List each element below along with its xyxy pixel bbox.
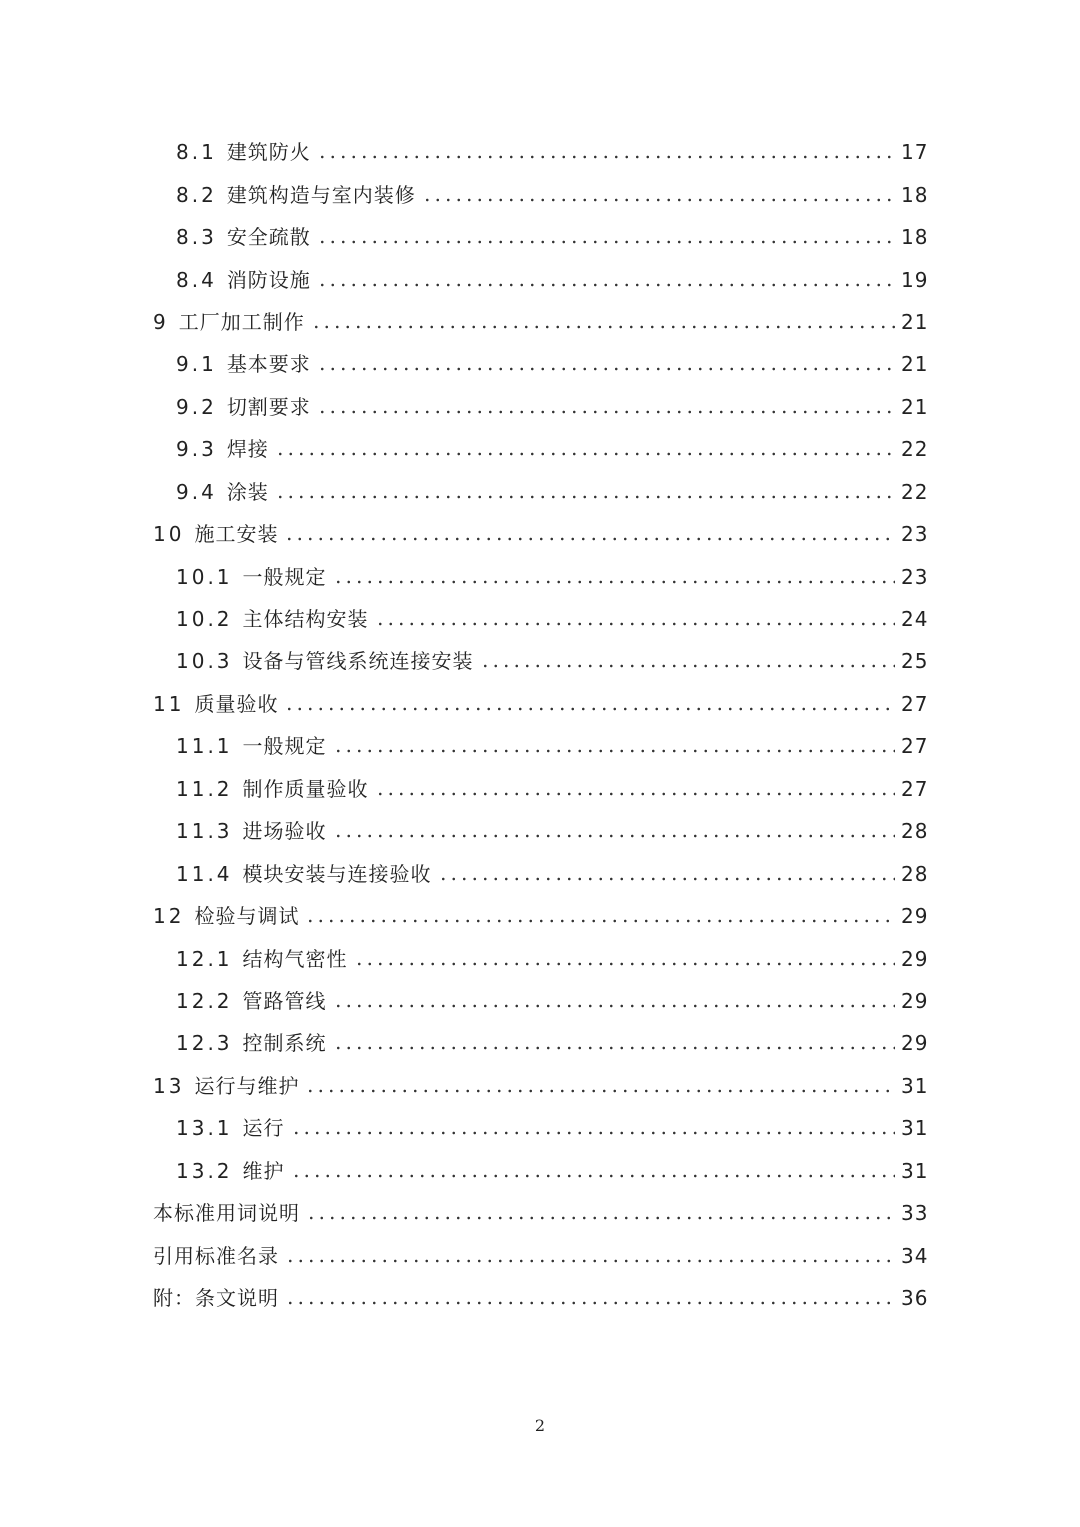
toc-entry-title: 施工安装: [194, 522, 279, 547]
toc-entry[interactable]: [153, 173, 927, 215]
dot-leader: [333, 749, 895, 753]
toc-entry-number: 8.1: [176, 140, 217, 165]
toc-entry-number: 11: [153, 691, 185, 716]
dot-leader: [375, 622, 895, 626]
toc-entry-page: 28: [901, 861, 929, 886]
dot-leader: [317, 410, 895, 414]
dot-leader: [317, 283, 895, 287]
dot-leader: [422, 198, 895, 202]
toc-entry-title: 结构气密性: [242, 946, 348, 971]
toc-entry-title: 切割要求: [226, 394, 311, 419]
toc-entry-number: 9.1: [176, 352, 217, 377]
toc-entry-title: 进场验收: [242, 819, 327, 844]
toc-entry-title: 一般规定: [242, 564, 327, 589]
toc-entry-title: 检验与调试: [194, 904, 300, 929]
dot-leader: [284, 537, 895, 541]
toc-entry-number: 9.4: [176, 479, 217, 504]
dot-leader: [306, 1216, 895, 1220]
toc-entry[interactable]: [153, 301, 927, 343]
toc-entry-page: 31: [901, 1073, 929, 1098]
dot-leader: [333, 1004, 895, 1008]
toc-entry[interactable]: [153, 640, 927, 682]
toc-entry[interactable]: [153, 980, 927, 1022]
toc-entry-number: 12: [153, 904, 185, 929]
toc-entry-page: 27: [901, 734, 929, 759]
toc-entry[interactable]: [153, 1107, 927, 1149]
table-of-contents: [153, 131, 927, 1319]
toc-entry[interactable]: [153, 555, 927, 597]
toc-entry-title: 涂装: [226, 479, 269, 504]
dot-leader: [480, 664, 895, 668]
dot-leader: [333, 834, 895, 838]
toc-entry-number: 9: [153, 309, 169, 334]
toc-entry[interactable]: [153, 428, 927, 470]
toc-entry-number: 13: [153, 1073, 185, 1098]
toc-entry-title: 安全疏散: [226, 225, 311, 250]
toc-entry-page: 23: [901, 522, 929, 547]
toc-entry[interactable]: [153, 1022, 927, 1064]
toc-entry-page: 21: [901, 352, 929, 377]
toc-entry-title: 制作质量验收: [242, 776, 369, 801]
toc-entry-page: 31: [901, 1158, 929, 1183]
toc-entry-page: 25: [901, 649, 929, 674]
dot-leader: [285, 1259, 895, 1263]
toc-entry-page: 17: [901, 140, 929, 165]
toc-entry[interactable]: [153, 1192, 927, 1234]
toc-entry-page: 18: [901, 225, 929, 250]
toc-entry-number: 13.2: [176, 1158, 233, 1183]
dot-leader: [275, 452, 895, 456]
toc-entry-page: 23: [901, 564, 929, 589]
dot-leader: [317, 155, 895, 159]
toc-entry-number: 10: [153, 522, 185, 547]
toc-entry-number: 12.1: [176, 946, 233, 971]
dot-leader: [275, 495, 895, 499]
toc-entry[interactable]: [153, 513, 927, 555]
toc-entry-page: 19: [901, 267, 929, 292]
toc-entry-title: 工厂加工制作: [178, 309, 305, 334]
toc-entry-page: 29: [901, 946, 929, 971]
dot-leader: [305, 919, 895, 923]
toc-entry[interactable]: [153, 1234, 927, 1276]
toc-entry[interactable]: [153, 258, 927, 300]
toc-entry[interactable]: [153, 768, 927, 810]
toc-entry-number: 8.3: [176, 225, 217, 250]
toc-entry[interactable]: [153, 683, 927, 725]
dot-leader: [438, 877, 895, 881]
toc-entry[interactable]: [153, 471, 927, 513]
toc-entry-page: 27: [901, 776, 929, 801]
toc-entry-page: 21: [901, 309, 929, 334]
toc-entry-number: 13.1: [176, 1116, 233, 1141]
dot-leader: [317, 240, 895, 244]
toc-entry-title: 本标准用词说明: [153, 1201, 300, 1226]
dot-leader: [333, 580, 895, 584]
toc-entry-number: 8.2: [176, 182, 217, 207]
toc-entry-title: 质量验收: [194, 691, 279, 716]
toc-entry[interactable]: [153, 598, 927, 640]
toc-entry[interactable]: [153, 1277, 927, 1319]
toc-entry-number: 10.1: [176, 564, 233, 589]
toc-entry[interactable]: [153, 852, 927, 894]
toc-entry-page: 36: [901, 1286, 929, 1311]
toc-entry-title: 消防设施: [226, 267, 311, 292]
toc-entry-page: 29: [901, 904, 929, 929]
toc-entry-page: 34: [901, 1243, 929, 1268]
toc-entry-page: 18: [901, 182, 929, 207]
toc-entry-number: 10.2: [176, 607, 233, 632]
toc-entry-number: 11.2: [176, 776, 233, 801]
dot-leader: [317, 367, 895, 371]
toc-entry-number: 11.4: [176, 861, 233, 886]
toc-entry-page: 28: [901, 819, 929, 844]
toc-entry-page: 22: [901, 479, 929, 504]
toc-entry-page: 22: [901, 437, 929, 462]
toc-entry-number: 9.2: [176, 394, 217, 419]
dot-leader: [354, 962, 895, 966]
toc-entry-title: 运行: [242, 1116, 285, 1141]
toc-entry-number: 12.3: [176, 1031, 233, 1056]
toc-entry-number: 8.4: [176, 267, 217, 292]
dot-leader: [291, 1131, 895, 1135]
dot-leader: [285, 1301, 895, 1305]
toc-entry-number: 11.1: [176, 734, 233, 759]
toc-entry-number: 9.3: [176, 437, 217, 462]
toc-entry-title: 运行与维护: [194, 1073, 300, 1098]
dot-leader: [284, 707, 895, 711]
toc-entry[interactable]: [153, 386, 927, 428]
toc-entry[interactable]: [153, 343, 927, 385]
toc-entry[interactable]: [153, 895, 927, 937]
toc-entry-page: 21: [901, 394, 929, 419]
dot-leader: [333, 1046, 895, 1050]
toc-entry-title: 基本要求: [226, 352, 311, 377]
toc-entry-title: 管路管线: [242, 988, 327, 1013]
toc-entry-title: 一般规定: [242, 734, 327, 759]
toc-entry-page: 27: [901, 691, 929, 716]
toc-entry-title: 建筑防火: [226, 140, 311, 165]
dot-leader: [311, 325, 895, 329]
toc-entry-title: 主体结构安装: [242, 607, 369, 632]
toc-entry[interactable]: [153, 216, 927, 258]
toc-entry-page: 29: [901, 988, 929, 1013]
toc-entry-title: 维护: [242, 1158, 285, 1183]
toc-entry[interactable]: [153, 131, 927, 173]
toc-entry-page: 24: [901, 607, 929, 632]
toc-entry[interactable]: [153, 810, 927, 852]
toc-entry-number: 12.2: [176, 988, 233, 1013]
toc-entry-page: 31: [901, 1116, 929, 1141]
page-number: 2: [534, 1416, 546, 1435]
toc-entry-page: 33: [901, 1201, 929, 1226]
toc-entry-number: 11.3: [176, 819, 233, 844]
toc-entry-title: 模块安装与连接验收: [242, 861, 432, 886]
toc-entry-title: 建筑构造与室内装修: [226, 182, 416, 207]
toc-entry-title: 控制系统: [242, 1031, 327, 1056]
toc-entry-title: 设备与管线系统连接安装: [242, 649, 474, 674]
toc-entry[interactable]: [153, 1065, 927, 1107]
toc-entry[interactable]: [153, 937, 927, 979]
toc-entry-title: 引用标准名录: [153, 1243, 279, 1268]
toc-entry-number: 10.3: [176, 649, 233, 674]
toc-entry[interactable]: [153, 1150, 927, 1192]
toc-entry-title: 焊接: [226, 437, 269, 462]
dot-leader: [375, 792, 895, 796]
dot-leader: [305, 1089, 895, 1093]
toc-entry-page: 29: [901, 1031, 929, 1056]
toc-entry[interactable]: [153, 725, 927, 767]
toc-entry-title: 附：条文说明: [153, 1286, 279, 1311]
dot-leader: [291, 1174, 895, 1178]
